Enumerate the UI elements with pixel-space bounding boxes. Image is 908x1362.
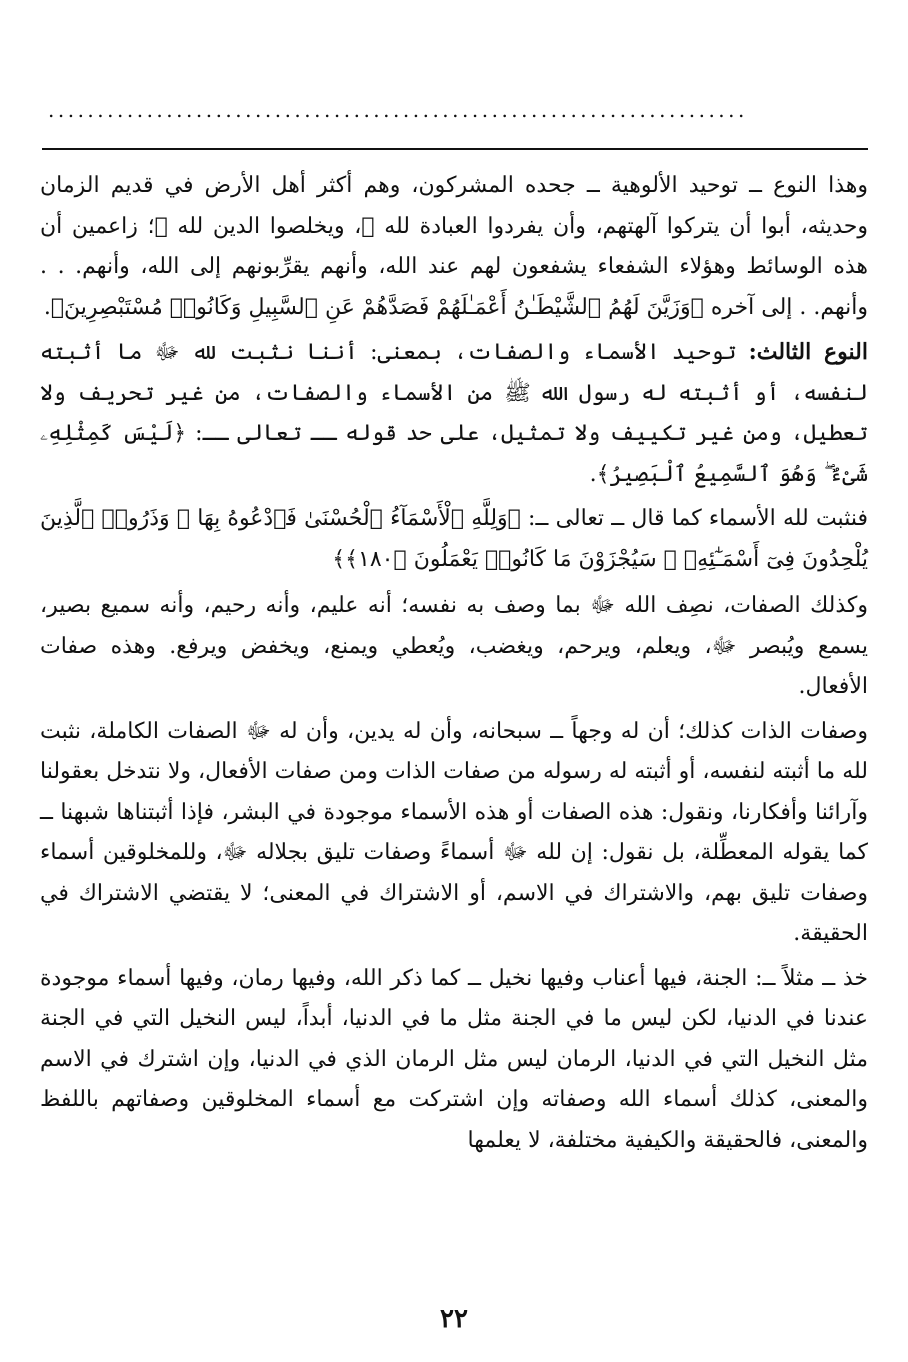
body-text xyxy=(40,166,868,1165)
header-rule xyxy=(42,148,868,150)
paragraph-attributes: وكذلك الصفات، نصِف الله ﷻ بما وصف به نفسه؛ أنه عليم، وأنه رحيم، وأنه سميع بصير، يسمع ويُبصر ﷻ، ويعلم، ويرحم، ويغضب، ويُعطي ويمنع، ويخفض ويرفع. وهذه صفات الأفعال. xyxy=(40,593,868,699)
paragraph-example-paradise: خذ ــ مثلاً ــ: الجنة، فيها أعناب وفيها نخيل ــ كما ذكر الله، وفيها رمان، وفيها أسماء موجودة عندنا في الدنيا، لكن ليس ما في الجنة مثل ما في الدنيا، أبداً، ليس النخيل التي في الجنة مثل النخيل التي في الدنيا، الرمان ليس مثل الرمان الذي في الدنيا، وإن اشترك في الاسم والمعنى، كذلك أسماء الله وصفاته وإن اشتركت مع أسماء المخلوقين وصفاتهم باللفظ والمعنى، فالحقيقة والكيفية مختلفة، لا يعلمها xyxy=(40,965,868,1153)
section-text: توحيد الأسماء والصفات، بمعنى: أننا نثبت لله ﷻ ما أثبته لنفسه، أو أثبته له رسول الله ﷺ من الأسماء والصفات، من غير تحريف ولا تعطيل، ومن غير تكييف ولا تمثيل، على حد قوله ــ تعالى ــ: ﴿لَيْسَ كَمِثْلِهِۦ شَىْءٌ ۖ وَهُوَ ٱلسَّمِيعُ ٱلْبَصِيرُ﴾. xyxy=(40,340,868,487)
header-dotted-line: ....................................................................... xyxy=(48,98,748,122)
section-heading: النوع الثالث: xyxy=(748,339,868,365)
paragraph-essence-attributes: وصفات الذات كذلك؛ أن له وجهاً ــ سبحانه، وأن له يدين، وأن له ﷻ الصفات الكاملة، نثبت لله ما أثبته لنفسه، أو أثبته له رسوله من صفات الذات ومن صفات الأفعال، ولا نتدخل بعقولنا وآرائنا وأفكارنا، ونقول: هذه الصفات أو هذه الأسماء موجودة في البشر، فإذا أثبتناها شبهنا ــ كما يقوله المعطِّلة، بل نقول: إن لله ﷻ أسماءً وصفات تليق بجلاله ﷻ، وللمخلوقين أسماء وصفات تليق بهم، والاشتراك في الاسم، أو الاشتراك في المعنى؛ لا يقتضي الاشتراك في الحقيقة. xyxy=(40,718,868,946)
paragraph-names: فنثبت لله الأسماء كما قال ــ تعالى ــ: ﴿وَلِلَّهِ ٱلْأَسْمَآءُ ٱلْحُسْنَىٰ فَٱدْعُوهُ بِهَا ۖ وَذَرُوا۟ ٱلَّذِينَ يُلْحِدُونَ فِىٓ أَسْمَـٰٓئِهِۦ ۚ سَيُجْزَوْنَ مَا كَانُوا۟ يَعْمَلُونَ ﴿١٨٠﴾﴾ xyxy=(40,506,868,572)
paragraph-uluhiyya: وهذا النوع ــ توحيد الألوهية ــ جحده المشركون، وهم أكثر أهل الأرض في قديم الزمان وحديثه، أبوا أن يتركوا آلهتهم، وأن يفردوا العبادة لله ﷻ، ويخلصوا الدين لله ﷻ؛ زاعمين أن هذه الوسائط وهؤلاء الشفعاء يشفعون لهم عند الله، وأنهم يقرِّبونهم إلى الله، وأنهم. . . وأنهم. . إلى آخره ﴿وَزَيَّنَ لَهُمُ ٱلشَّيْطَـٰنُ أَعْمَـٰلَهُمْ فَصَدَّهُمْ عَنِ ٱلسَّبِيلِ وَكَانُوا۟ مُسْتَبْصِرِينَ﴾. xyxy=(40,173,868,320)
page-number: ٢٢ xyxy=(440,1304,468,1334)
paragraph-third-type xyxy=(40,332,868,495)
